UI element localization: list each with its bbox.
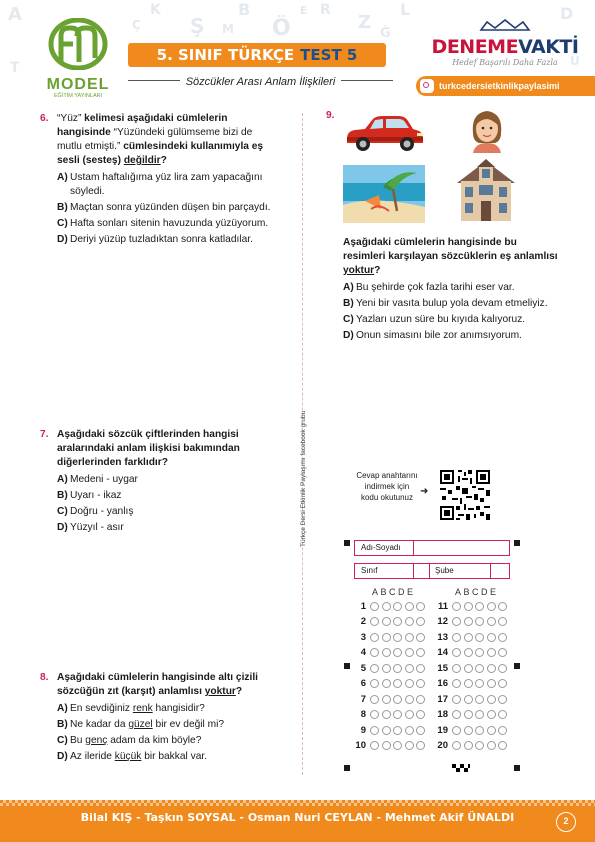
option-a[interactable] [57,702,272,716]
question-number: 7. [40,429,49,440]
option-letter: C) [57,218,68,229]
topic-subtitle-text: Sözcükler Arası Anlam İlişkileri [180,76,342,88]
answer-row [432,662,510,674]
stem-quote-sentence: “Yüzündeki gülümseme bizi de mutlu etmişti.” [57,127,253,152]
alignment-mark [344,765,350,771]
option-d[interactable] [57,521,272,535]
answer-row [432,724,510,736]
answer-bubble[interactable] [498,679,507,688]
answer-row [350,678,428,690]
house-image [455,157,517,223]
answer-bubble[interactable] [370,710,379,719]
option-letter: B) [57,490,68,501]
answer-bubble[interactable] [416,602,425,611]
answer-bubble[interactable] [382,710,391,719]
option-text: bir bakkal var. [141,751,208,762]
option-c[interactable] [57,217,272,231]
brand-name-part2: VAKTİ [518,36,579,58]
brand-name [430,36,580,58]
qr-section [356,468,496,524]
option-d[interactable] [343,329,560,343]
answer-bubble[interactable] [416,710,425,719]
answer-bubble[interactable] [487,617,496,626]
option-text: Maçtan sonra yüzünden düşen bin parçaydı. [70,202,271,213]
question-9-images [343,107,543,227]
answer-row-number: 12 [437,616,448,627]
answer-row [350,693,428,705]
answer-bubble[interactable] [370,695,379,704]
answer-bubble[interactable] [405,710,414,719]
option-a[interactable] [343,281,560,295]
question-stem [343,236,560,278]
option-letter: A) [57,703,68,714]
answer-bubble[interactable] [393,617,402,626]
underlined-word: genç [85,735,108,746]
crown-icon [477,19,533,31]
option-text: Onun simasını bile zor anımsıyorum. [356,330,522,341]
alignment-mark [514,765,520,771]
answer-row-number: 17 [437,693,448,705]
answer-bubble[interactable] [475,633,484,642]
answer-row-number: 10 [355,740,366,751]
option-text: bir ev değil mi? [152,719,225,730]
instagram-handle: turkcedersietkinlikpaylasimi [439,81,560,91]
question-7 [40,428,272,535]
stem-negation: değildir [123,155,161,166]
qr-instruction-line: indirmek için [364,482,410,491]
car-image [343,109,425,153]
option-letter: C) [343,314,354,325]
option-letter: C) [57,735,68,746]
answer-bubble[interactable] [393,602,402,611]
brand-name-part1: DENEME [431,36,519,58]
answer-bubble[interactable] [498,710,507,719]
answer-bubble[interactable] [498,648,507,657]
stem-quote-word: “Yüz” [57,113,82,124]
header-letter-pattern: A K Ş B Ö R Z L Ç M E Ğ D T Ü [8,0,580,76]
answer-bubble[interactable] [393,710,402,719]
question-stem [57,112,272,168]
answer-row-number: 8 [360,709,366,720]
answer-letters-right: ABCDE [455,587,499,597]
test-title-banner [128,43,386,67]
answer-bubble[interactable] [382,648,391,657]
answer-row-number: 2 [360,616,366,627]
answer-bubble[interactable] [498,602,507,611]
answer-bubble[interactable] [475,726,484,735]
answer-row-number: 1 [360,600,366,612]
answer-bubble[interactable] [405,741,414,750]
stem-part: kelimesi aşağıdaki cümlelerin hangisinde [57,113,228,138]
answer-bubble[interactable] [452,741,461,750]
answer-row [350,631,428,643]
question-9 [326,236,560,343]
answer-bubble[interactable] [498,695,507,704]
answer-row [432,600,510,612]
option-b[interactable] [57,718,272,732]
answer-bubble[interactable] [416,695,425,704]
instagram-icon [420,79,434,93]
answer-bubble[interactable] [487,602,496,611]
answer-bubble[interactable] [393,648,402,657]
answer-bubble[interactable] [405,633,414,642]
answer-bubble[interactable] [464,633,473,642]
question-6 [40,112,272,247]
beach-image [343,165,425,223]
section-field-label: Şube [435,566,454,575]
brand-tagline: Hedef Başarılı Daha Fazla [452,58,558,67]
option-text: En sevdiğiniz [70,703,133,714]
option-text: Yeni bir vasıta bulup yola devam etmeliyiz. [356,298,548,309]
logo-subtitle: EĞİTİM YAYINLARI [53,93,103,99]
option-letter: D) [57,234,68,245]
class-section-field[interactable] [354,563,510,579]
stem-negation: yoktur [343,265,375,276]
option-text: Az ileride [70,751,115,762]
underlined-word: küçük [114,751,142,762]
answer-bubble[interactable] [475,602,484,611]
option-a[interactable] [57,473,272,487]
option-text: Bu şehirde çok fazla tarihi eser var. [356,282,515,293]
answer-bubble[interactable] [475,741,484,750]
answer-row [432,693,510,705]
option-letter: B) [343,298,354,309]
answer-row-number: 20 [437,740,448,751]
answer-row [432,647,510,659]
option-letter: A) [57,474,68,485]
option-text: adam da kim böyle? [107,735,202,746]
question-number: 8. [40,672,49,683]
question-number: 9. [326,110,335,121]
option-text: Bu [70,735,86,746]
name-field-label: Adı-Soyadı [361,543,401,552]
answer-bubble[interactable] [382,664,391,673]
answer-bubble[interactable] [452,664,461,673]
answer-bubble[interactable] [382,633,391,642]
answer-bubble[interactable] [475,710,484,719]
field-separator [429,563,430,579]
answer-bubble[interactable] [393,664,402,673]
answer-row [350,647,428,659]
stem-end: ? [160,155,167,166]
option-letter: A) [343,282,354,293]
answer-bubble[interactable] [464,741,473,750]
answer-row-number: 16 [437,678,448,689]
field-separator [490,563,491,579]
answer-bubble[interactable] [452,710,461,719]
answer-bubble[interactable] [370,664,379,673]
answer-bubble[interactable] [487,633,496,642]
field-separator [413,540,414,556]
option-d[interactable] [57,750,272,764]
qr-instruction-line: Cevap anahtarını [356,471,418,480]
underlined-word: renk [132,703,153,714]
answer-bubble[interactable] [416,726,425,735]
option-b[interactable] [343,297,560,311]
answer-bubble[interactable] [487,695,496,704]
answer-bubble[interactable] [498,741,507,750]
option-c[interactable] [57,505,272,519]
option-letter: B) [57,202,68,213]
option-a[interactable] [57,171,272,199]
answer-bubble[interactable] [370,617,379,626]
answer-bubble[interactable] [405,679,414,688]
answer-row-number: 14 [437,647,448,658]
option-letter: C) [57,506,68,517]
alignment-mark [514,540,520,546]
answer-bubble[interactable] [452,633,461,642]
answer-bubble[interactable] [382,602,391,611]
answer-bubble[interactable] [393,695,402,704]
answer-row [432,709,510,721]
answer-row [432,740,510,752]
answer-row-number: 19 [437,724,448,736]
answer-bubble[interactable] [452,648,461,657]
answer-bubble[interactable] [405,617,414,626]
answer-bubble[interactable] [370,726,379,735]
answer-row [432,631,510,643]
checker-mark-icon [452,764,470,772]
alignment-mark [344,540,350,546]
answer-bubble[interactable] [475,664,484,673]
test-title: 5. SINIF TÜRKÇE [156,46,295,64]
answer-bubble[interactable] [464,602,473,611]
option-letter: D) [343,330,354,341]
answer-bubble[interactable] [405,726,414,735]
answer-bubble[interactable] [487,726,496,735]
answer-bubble[interactable] [393,633,402,642]
answer-bubble[interactable] [370,679,379,688]
answer-bubble[interactable] [464,726,473,735]
option-d[interactable] [57,233,272,247]
qr-instruction-line: kodu okutunuz [360,493,414,502]
answer-bubble[interactable] [405,695,414,704]
model-logo [38,18,118,100]
stem-end: ? [235,686,243,697]
answer-bubble[interactable] [393,679,402,688]
answer-bubble[interactable] [416,679,425,688]
footer-checker-strip [0,800,595,806]
answer-bubble[interactable] [475,617,484,626]
question-stem: Aşağıdaki sözcük çiftlerinden hangisi aralarındaki anlam ilişkisi bakımından diğerlerinden farklıdır? [57,429,240,468]
answer-row [350,662,428,674]
answer-row [432,616,510,628]
stem-part: Aşağıdaki cümlelerin hangisinde bu resimleri karşılayan sözcüklerin eş anlamlısı [343,237,558,262]
option-text: Doğru - yanlış [70,506,134,517]
qr-code-icon[interactable] [438,468,492,522]
answer-bubble[interactable] [464,695,473,704]
answer-row [350,600,428,612]
answer-bubble[interactable] [498,633,507,642]
answer-bubble[interactable] [416,648,425,657]
answer-bubble[interactable] [475,679,484,688]
question-stem [57,671,272,699]
logo-name: MODEL [46,76,110,93]
answer-bubble[interactable] [487,648,496,657]
answer-bubble[interactable] [487,741,496,750]
answer-bubble[interactable] [464,617,473,626]
answer-bubble[interactable] [452,695,461,704]
answer-bubble[interactable] [498,664,507,673]
underlined-word: güzel [128,719,153,730]
option-b[interactable] [57,201,272,215]
answer-bubble[interactable] [393,741,402,750]
question-number: 6. [40,113,49,124]
option-c[interactable] [343,313,560,327]
answer-bubble[interactable] [416,664,425,673]
answer-row-number: 6 [360,678,366,689]
answer-row [350,740,428,752]
option-text: Uyarı - ikaz [70,490,122,501]
field-separator [413,563,414,579]
answer-row-number: 4 [360,647,366,658]
answer-bubble[interactable] [464,648,473,657]
answer-bubble[interactable] [452,602,461,611]
answer-bubble[interactable] [464,679,473,688]
option-text: hangisidir? [152,703,205,714]
page-number: 2 [556,812,576,832]
answer-bubble[interactable] [370,648,379,657]
answer-bubble[interactable] [487,710,496,719]
answer-bubble[interactable] [405,664,414,673]
option-b[interactable] [57,489,272,503]
answer-row-number: 13 [437,631,448,643]
answer-row [350,724,428,736]
class-field-label: Sınıf [361,566,378,575]
answer-row-number: 5 [360,662,366,674]
answer-bubble[interactable] [382,695,391,704]
stem-part: Aşağıdaki cümlelerin hangisinde altı çizili sözcüğün zıt (karşıt) anlamlısı [57,672,258,697]
answer-row [350,616,428,628]
option-text: Yüzyıl - asır [70,522,124,533]
option-text: Medeni - uygar [70,474,138,485]
answer-bubble[interactable] [416,741,425,750]
option-letter: B) [57,719,68,730]
answer-bubble[interactable] [475,648,484,657]
answer-row-number: 7 [360,693,366,705]
qr-instruction [356,470,418,503]
topic-subtitle [128,76,393,88]
stem-negation: yoktur [204,686,236,697]
answer-card [338,536,528,776]
answer-bubble[interactable] [498,726,507,735]
instagram-banner [416,76,595,96]
option-letter: D) [57,751,68,762]
option-text: Hafta sonları sitenin havuzunda yüzüyorum. [70,218,269,229]
option-letter: A) [57,172,68,183]
answer-bubble[interactable] [416,633,425,642]
alignment-mark [514,663,520,669]
answer-bubble[interactable] [452,679,461,688]
answer-bubble[interactable] [405,648,414,657]
side-caption: Türkçe Dersi Etkinlik Paylaşımı facebook grubu [300,410,307,547]
answer-bubble[interactable] [370,741,379,750]
answer-row [350,709,428,721]
answer-row [432,678,510,690]
woman-portrait-image [467,107,507,153]
answer-bubble[interactable] [393,726,402,735]
answer-bubble[interactable] [370,633,379,642]
option-text: Ne kadar da [70,719,129,730]
answer-letters-left: ABCDE [372,587,416,597]
option-text: Deriyi yüzüp tuzladıktan sonra katladılar. [70,234,253,245]
answer-bubble[interactable] [382,617,391,626]
stem-end: ? [374,265,381,276]
answer-bubble[interactable] [452,617,461,626]
footer-authors: Bilal KIŞ - Taşkın SOYSAL - Osman Nuri CEYLAN - Mehmet Akif ÜNALDI [80,811,515,824]
answer-bubble[interactable] [487,664,496,673]
answer-row-number: 18 [437,709,448,720]
model-logo-icon [47,18,109,70]
answer-bubble[interactable] [452,726,461,735]
option-letter: D) [57,522,68,533]
arrow-right-icon: ➜ [420,486,429,497]
answer-bubble[interactable] [464,710,473,719]
question-8 [40,671,272,764]
test-number: TEST 5 [300,46,358,64]
answer-bubble[interactable] [405,602,414,611]
answer-bubble[interactable] [382,741,391,750]
answer-bubble[interactable] [370,602,379,611]
answer-bubble[interactable] [464,664,473,673]
answer-row-number: 15 [437,662,448,674]
answer-bubble[interactable] [382,726,391,735]
answer-bubble[interactable] [498,617,507,626]
answer-bubble[interactable] [416,617,425,626]
option-text: Ustam haftalığıma yüz lira zam yapacağını söyledi. [70,172,263,197]
deneme-vakti-brand [430,18,580,70]
answer-row-number: 11 [437,600,448,612]
answer-row-number: 9 [360,724,366,736]
answer-bubble[interactable] [475,695,484,704]
option-c[interactable] [57,734,272,748]
name-field[interactable] [354,540,510,556]
answer-bubble[interactable] [487,679,496,688]
footer-bar [0,800,595,842]
option-text: Yazları uzun süre bu kıyıda kalıyoruz. [356,314,526,325]
answer-row-number: 3 [360,631,366,643]
stem-part: cümlesindeki kullanımıyla eş sesli (sesteş) [57,141,264,166]
answer-bubble[interactable] [382,679,391,688]
